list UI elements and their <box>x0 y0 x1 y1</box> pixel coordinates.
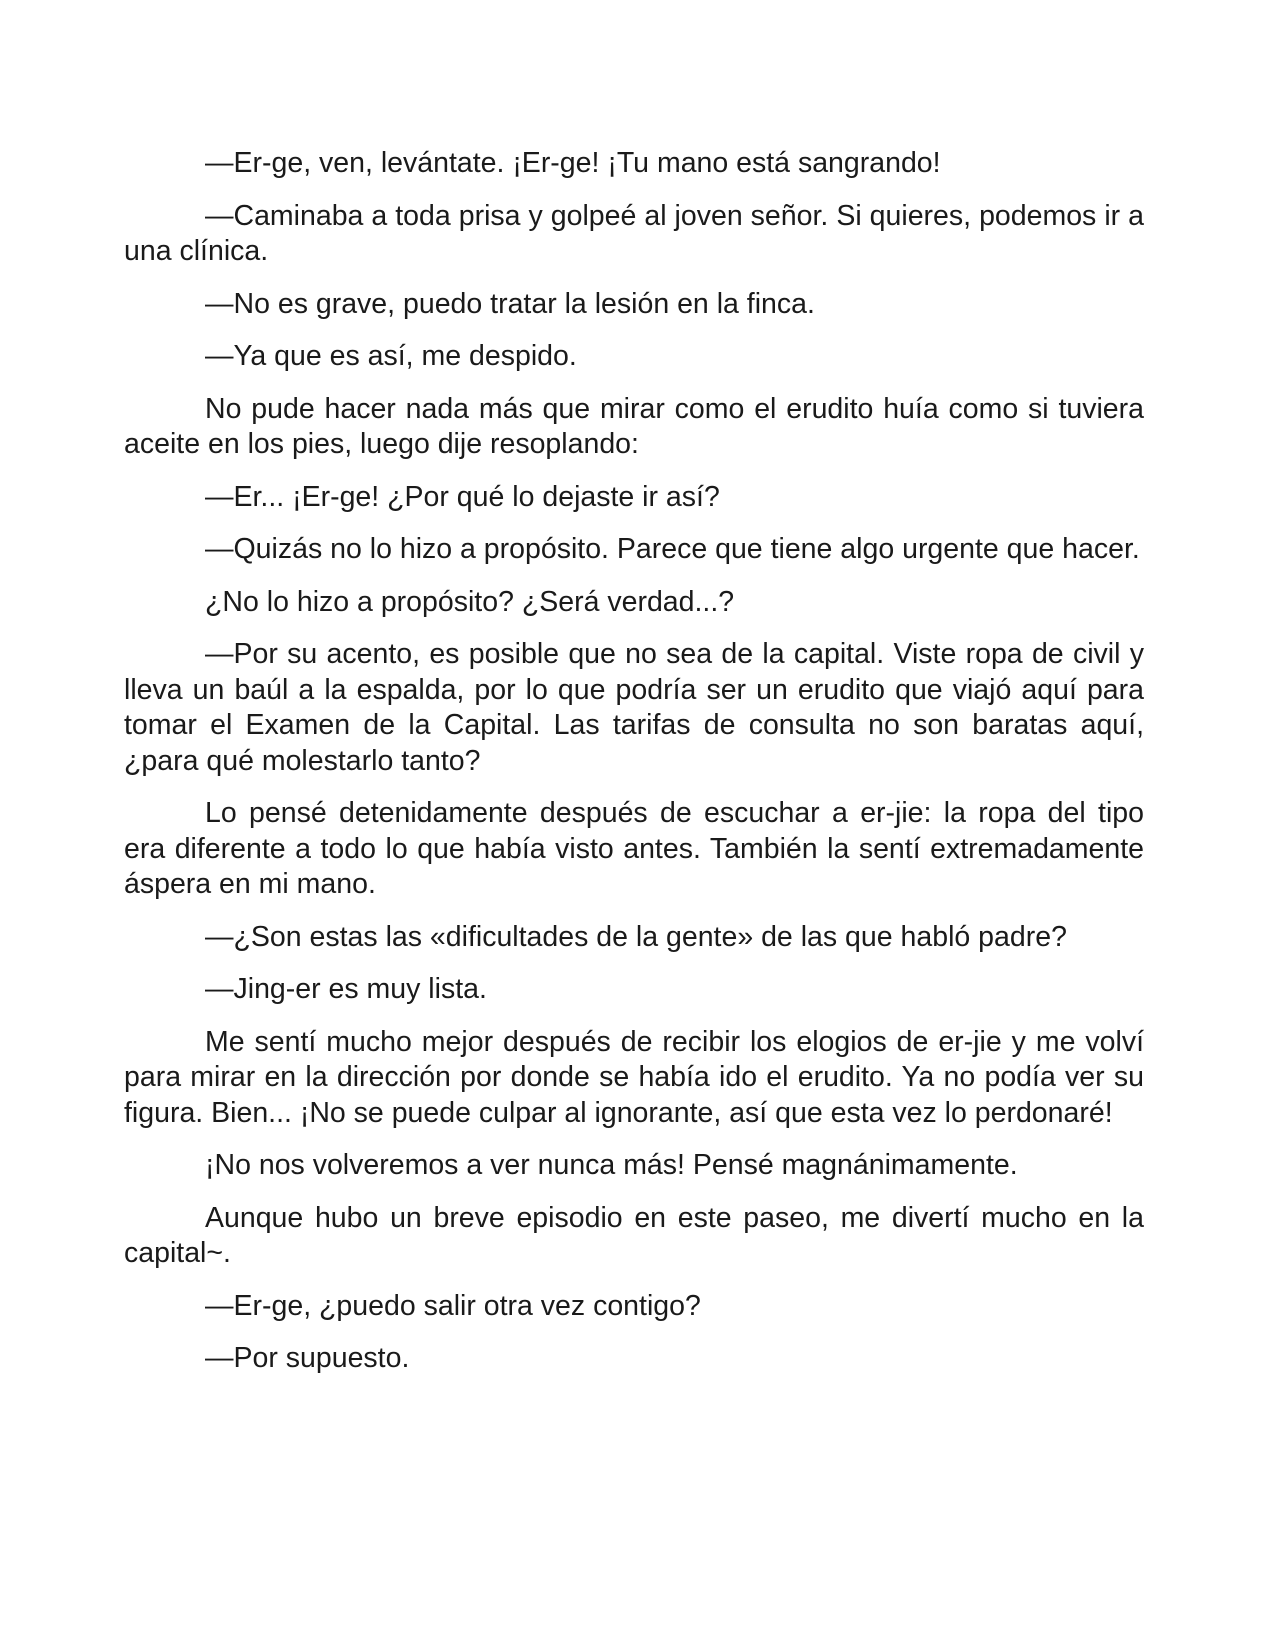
paragraph-5: No pude hacer nada más que mirar como el erudito huía como si tuviera aceite en los pies, luego dije resoplando: <box>124 392 1144 460</box>
paragraph-13: Me sentí mucho mejor después de recibir los elogios de er-jie y me volví para mirar en la dirección por donde se había ido el erudito. Ya no podía ver su figura. Bien... ¡No se puede culpar al ignorante, así que esta vez lo perdonaré! <box>124 1025 1144 1129</box>
paragraph-4: —Ya que es así, me despido. <box>205 340 577 372</box>
paragraph-9: —Por su acento, es posible que no sea de la capital. Viste ropa de civil y lleva un baúl a la espalda, por lo que podría ser un erudito que viajó aquí para tomar el Examen de la Capital. Las tarifas de consulta no son baratas aquí, ¿para qué molestarlo tanto? <box>124 638 1144 777</box>
paragraph-15: Aunque hubo un breve episodio en este paseo, me divertí mucho en la capital~. <box>124 1201 1144 1269</box>
paragraph-2: —Caminaba a toda prisa y golpeé al joven señor. Si quieres, podemos ir a una clínica. <box>124 199 1144 267</box>
paragraph-10: Lo pensé detenidamente después de escuchar a er-jie: la ropa del tipo era diferente a todo lo que había visto antes. También la sentí extremadamente áspera en mi mano. <box>124 797 1144 900</box>
paragraph-11: —¿Son estas las «dificultades de la gente» de las que habló padre? <box>205 920 1067 953</box>
paragraph-16: —Er-ge, ¿puedo salir otra vez contigo? <box>205 1289 701 1322</box>
paragraph-14: ¡No nos volveremos a ver nunca más! Pensé magnánimamente. <box>205 1149 1018 1181</box>
document-body <box>124 146 1144 1394</box>
paragraph-7: —Quizás no lo hizo a propósito. Parece que tiene algo urgente que hacer. <box>205 533 1140 565</box>
paragraph-6: —Er... ¡Er-ge! ¿Por qué lo dejaste ir así? <box>205 480 720 513</box>
paragraph-1: —Er-ge, ven, levántate. ¡Er-ge! ¡Tu mano está sangrando! <box>205 147 941 179</box>
paragraph-12: —Jing-er es muy lista. <box>205 973 487 1005</box>
paragraph-3: —No es grave, puedo tratar la lesión en la finca. <box>205 287 815 320</box>
paragraph-17: —Por supuesto. <box>205 1342 410 1374</box>
paragraph-8: ¿No lo hizo a propósito? ¿Será verdad...? <box>205 585 735 618</box>
